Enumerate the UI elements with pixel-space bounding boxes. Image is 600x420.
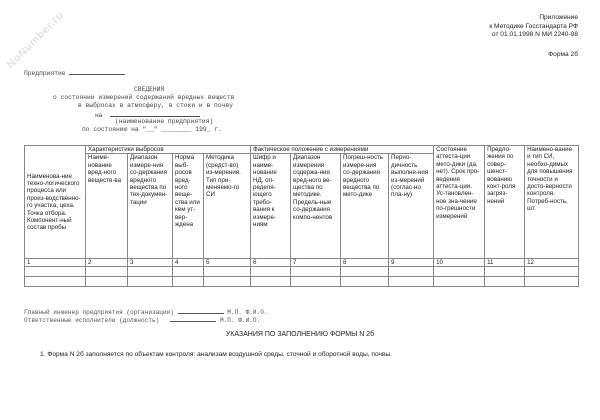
title-line1: о состоянии измерений содержаний вредных веществ	[53, 94, 235, 101]
column-number: 12	[525, 259, 579, 267]
signature-suffix: М.П. Ф.И.О.	[227, 309, 268, 316]
header-col: Шифр и наиме-нование НД, оп-ределя-ющего требо-вания к измере-ниям	[251, 154, 291, 259]
appendix-line: Приложение	[539, 14, 578, 21]
appendix-header	[489, 14, 578, 40]
header-col: Наиме-нование вред-ного веществ-ва	[86, 154, 128, 259]
form-number: Форма 2б	[548, 51, 578, 58]
enterprise-label: Предприятие	[24, 70, 66, 77]
signature-label: Главный инженер предприятия (организации)	[24, 309, 174, 316]
title-main: СВЕДЕНИЯ	[134, 86, 165, 93]
column-number: 8	[341, 259, 389, 267]
column-number: 4	[173, 259, 204, 267]
signature-suffix: М.П. Ф.И.О.	[219, 317, 261, 324]
header-col: Погреш-ность измере-ния со-держания вредного вещества по мето-дике	[341, 154, 389, 259]
instructions-title: УКАЗАНИЯ ПО ЗАПОЛНЕНИЮ ФОРМЫ N 2б	[225, 331, 375, 338]
header-process: Наименова-ние техно-логического процесса или произ-водственно-го участка, цеха. Точка отбора. Компонент-ный состав пробы	[25, 146, 86, 259]
enterprise-field	[24, 68, 125, 77]
header-group-emissions: Характеристики выбросов	[86, 146, 251, 154]
table-row	[25, 267, 579, 277]
on-label: на	[95, 112, 103, 119]
measurements-table	[24, 145, 579, 287]
header-col: Норма выб-росов вред-ного веще-ства или кем ут-вер-ждена	[173, 154, 204, 259]
watermark: NoNumber.ru	[4, 9, 67, 71]
appendix-line: от 01.01.1998 N МИ 2240-98	[491, 31, 578, 39]
header-col: Диапазон измере-ния со-держания вредного вещества по тех-докумен-тации	[128, 154, 173, 259]
header-proposals: Предло-жения по совер-шенст-вованию конт-роля загряз-нений	[485, 146, 525, 259]
enterprise-caption: (наименование предприятия)	[115, 118, 214, 125]
header-col: Диапазон измерения содержа-ния вред-ного ве-щества по методике. Предель-ные со-держания компо-нентов	[291, 154, 341, 259]
appendix-line: к Методике Госстандарта РФ	[489, 22, 578, 30]
column-number: 6	[251, 259, 291, 267]
header-col: Перио-дичность выполне-ния из-мерений (соглас-но пла-ну)	[389, 154, 434, 259]
header-instruments: Наимено-вание и тип СИ, необхо-димых для повышения точности и досто-верности контроля. Потреб-ность, шт.	[525, 146, 579, 259]
column-number: 2	[86, 259, 128, 267]
header-certification: Состояние аттеста-ции мето-дики (да, нет). Срок про-ведения аттеста-ции. Ус-тановлен-ное зна-чение по-грешности измерений	[434, 146, 485, 259]
header-col: Методика (средст-во) из-мерения. Тип при-меняемо-го СИ	[204, 154, 251, 259]
instruction-item: 1. Форма N 2б заполняется по объектам контроля: анализам воздушной среды, сточной и оборотной воды, почвы.	[40, 351, 393, 358]
column-number: 11	[485, 259, 525, 267]
header-group-actual: Фактическое положение с измерениями	[251, 146, 434, 154]
column-number: 10	[434, 259, 485, 267]
column-number: 5	[204, 259, 251, 267]
column-number: 9	[389, 259, 434, 267]
date-line: по состоянию на "__" ________ 199_ г.	[82, 126, 222, 133]
column-number: 1	[25, 259, 86, 267]
table-row	[25, 277, 579, 287]
column-numbers-row	[25, 259, 579, 267]
signature-responsible	[24, 315, 260, 324]
column-number: 7	[291, 259, 341, 267]
title-line2: в выбросах в атмосферу, в стоки и в почву	[78, 102, 233, 109]
column-number: 3	[128, 259, 173, 267]
signature-label: Ответственные исполнители (должность)	[24, 317, 167, 324]
